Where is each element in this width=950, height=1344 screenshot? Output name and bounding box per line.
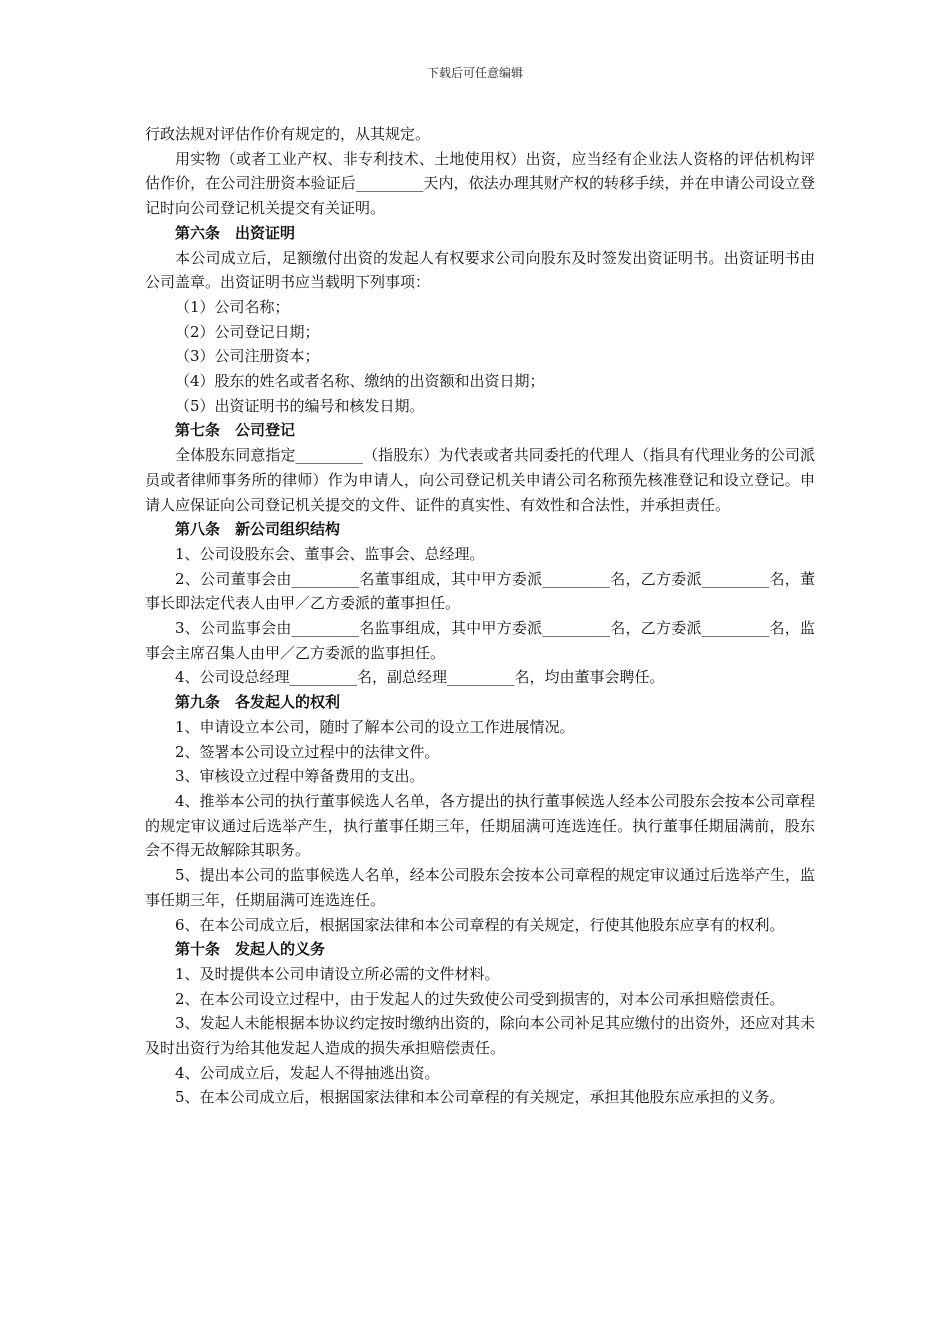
list-item: 4、推举本公司的执行董事候选人名单，各方提出的执行董事候选人经本公司股东会按本公司章程的规定审议通过后选举产生，执行董事任期三年，任期届满可连选连任。执行董事任期届满前，股东会不得无故解除其职务。: [145, 791, 815, 860]
list-item: 4、公司设总经理_________名，副总经理_________名，均由董事会聘任。: [175, 668, 665, 687]
list-item: 5、提出本公司的监事候选人名单，经本公司股东会按本公司章程的规定审议通过后选举产生，监事任期三年，任期届满可连选连任。: [145, 866, 815, 909]
list-item: 1、及时提供本公司申请设立所必需的文件材料。: [175, 964, 500, 983]
list-item: 2、公司董事会由_________名董事组成，其中甲方委派_________名，乙方委派_________名，董事长即法定代表人由甲／乙方委派的董事担任。: [145, 569, 815, 613]
list-item: 2、在本公司设立过程中，由于发起人的过失致使公司受到损害的，对本公司承担赔偿责任。: [175, 989, 785, 1008]
paragraph: 用实物（或者工业产权、非专利技术、土地使用权）出资，应当经有企业法人资格的评估机构评估作价，在公司注册资本验证后_________天内，依法办理其财产权的转移手续，并在申请公司设立登记时向公司登记机关提交有关证明。: [145, 149, 815, 218]
article-heading-8: 第八条 新公司组织结构: [175, 520, 341, 539]
list-item: 2、签署本公司设立过程中的法律文件。: [175, 742, 440, 761]
list-item: （1）公司名称；: [175, 297, 290, 316]
list-item: 5、在本公司成立后，根据国家法律和本公司章程的有关规定，承担其他股东应承担的义务。: [175, 1088, 785, 1107]
article-heading-6: 第六条 出资证明: [175, 223, 296, 242]
paragraph-continuation: 行政法规对评估作价有规定的，从其规定。: [145, 125, 431, 143]
document-body: [145, 122, 815, 1110]
list-item: 4、公司成立后，发起人不得抽逃出资。: [175, 1063, 440, 1082]
list-item: （5）出资证明书的编号和核发日期。: [175, 396, 425, 415]
list-item: 3、公司监事会由_________名监事组成，其中甲方委派_________名，乙方委派_________名，监事会主席召集人由甲／乙方委派的监事担任。: [145, 619, 815, 662]
list-item: 3、发起人未能根据本协议约定按时缴纳出资的，除向本公司补足其应缴付的出资外，还应对其未及时出资行为给其他发起人造成的损失承担赔偿责任。: [145, 1014, 815, 1058]
list-item: （2）公司登记日期；: [175, 322, 320, 341]
list-item: （4）股东的姓名或者名称、缴纳的出资额和出资日期；: [175, 372, 545, 391]
list-item: 3、审核设立过程中筹备费用的支出。: [175, 767, 425, 786]
list-item: （3）公司注册资本；: [175, 347, 320, 366]
list-item: 1、申请设立本公司，随时了解本公司的设立工作进展情况。: [175, 717, 575, 736]
article-heading-10: 第十条 发起人的义务: [175, 940, 326, 959]
page-header: 下载后可任意编辑: [426, 66, 523, 80]
list-item: 1、公司设股东会、董事会、监事会、总经理。: [175, 544, 485, 563]
list-item: 6、在本公司成立后，根据国家法律和本公司章程的有关规定，行使其他股东应享有的权利。: [175, 915, 785, 934]
article-heading-7: 第七条 公司登记: [175, 421, 296, 440]
paragraph: 全体股东同意指定_________（指股东）为代表或者共同委托的代理人（指具有代理业务的公司派员或者律师事务所的律师）作为申请人，向公司登记机关申请公司名称预先核准登记和设立登记。申请人应保证向公司登记机关提交的文件、证件的真实性、有效性和合法性，并承担责任。: [145, 446, 815, 514]
article-heading-9: 第九条 各发起人的权利: [175, 693, 341, 712]
paragraph: 本公司成立后，足额缴付出资的发起人有权要求公司向股东及时签发出资证明书。出资证明书由公司盖章。出资证明书应当载明下列事项：: [145, 248, 815, 292]
